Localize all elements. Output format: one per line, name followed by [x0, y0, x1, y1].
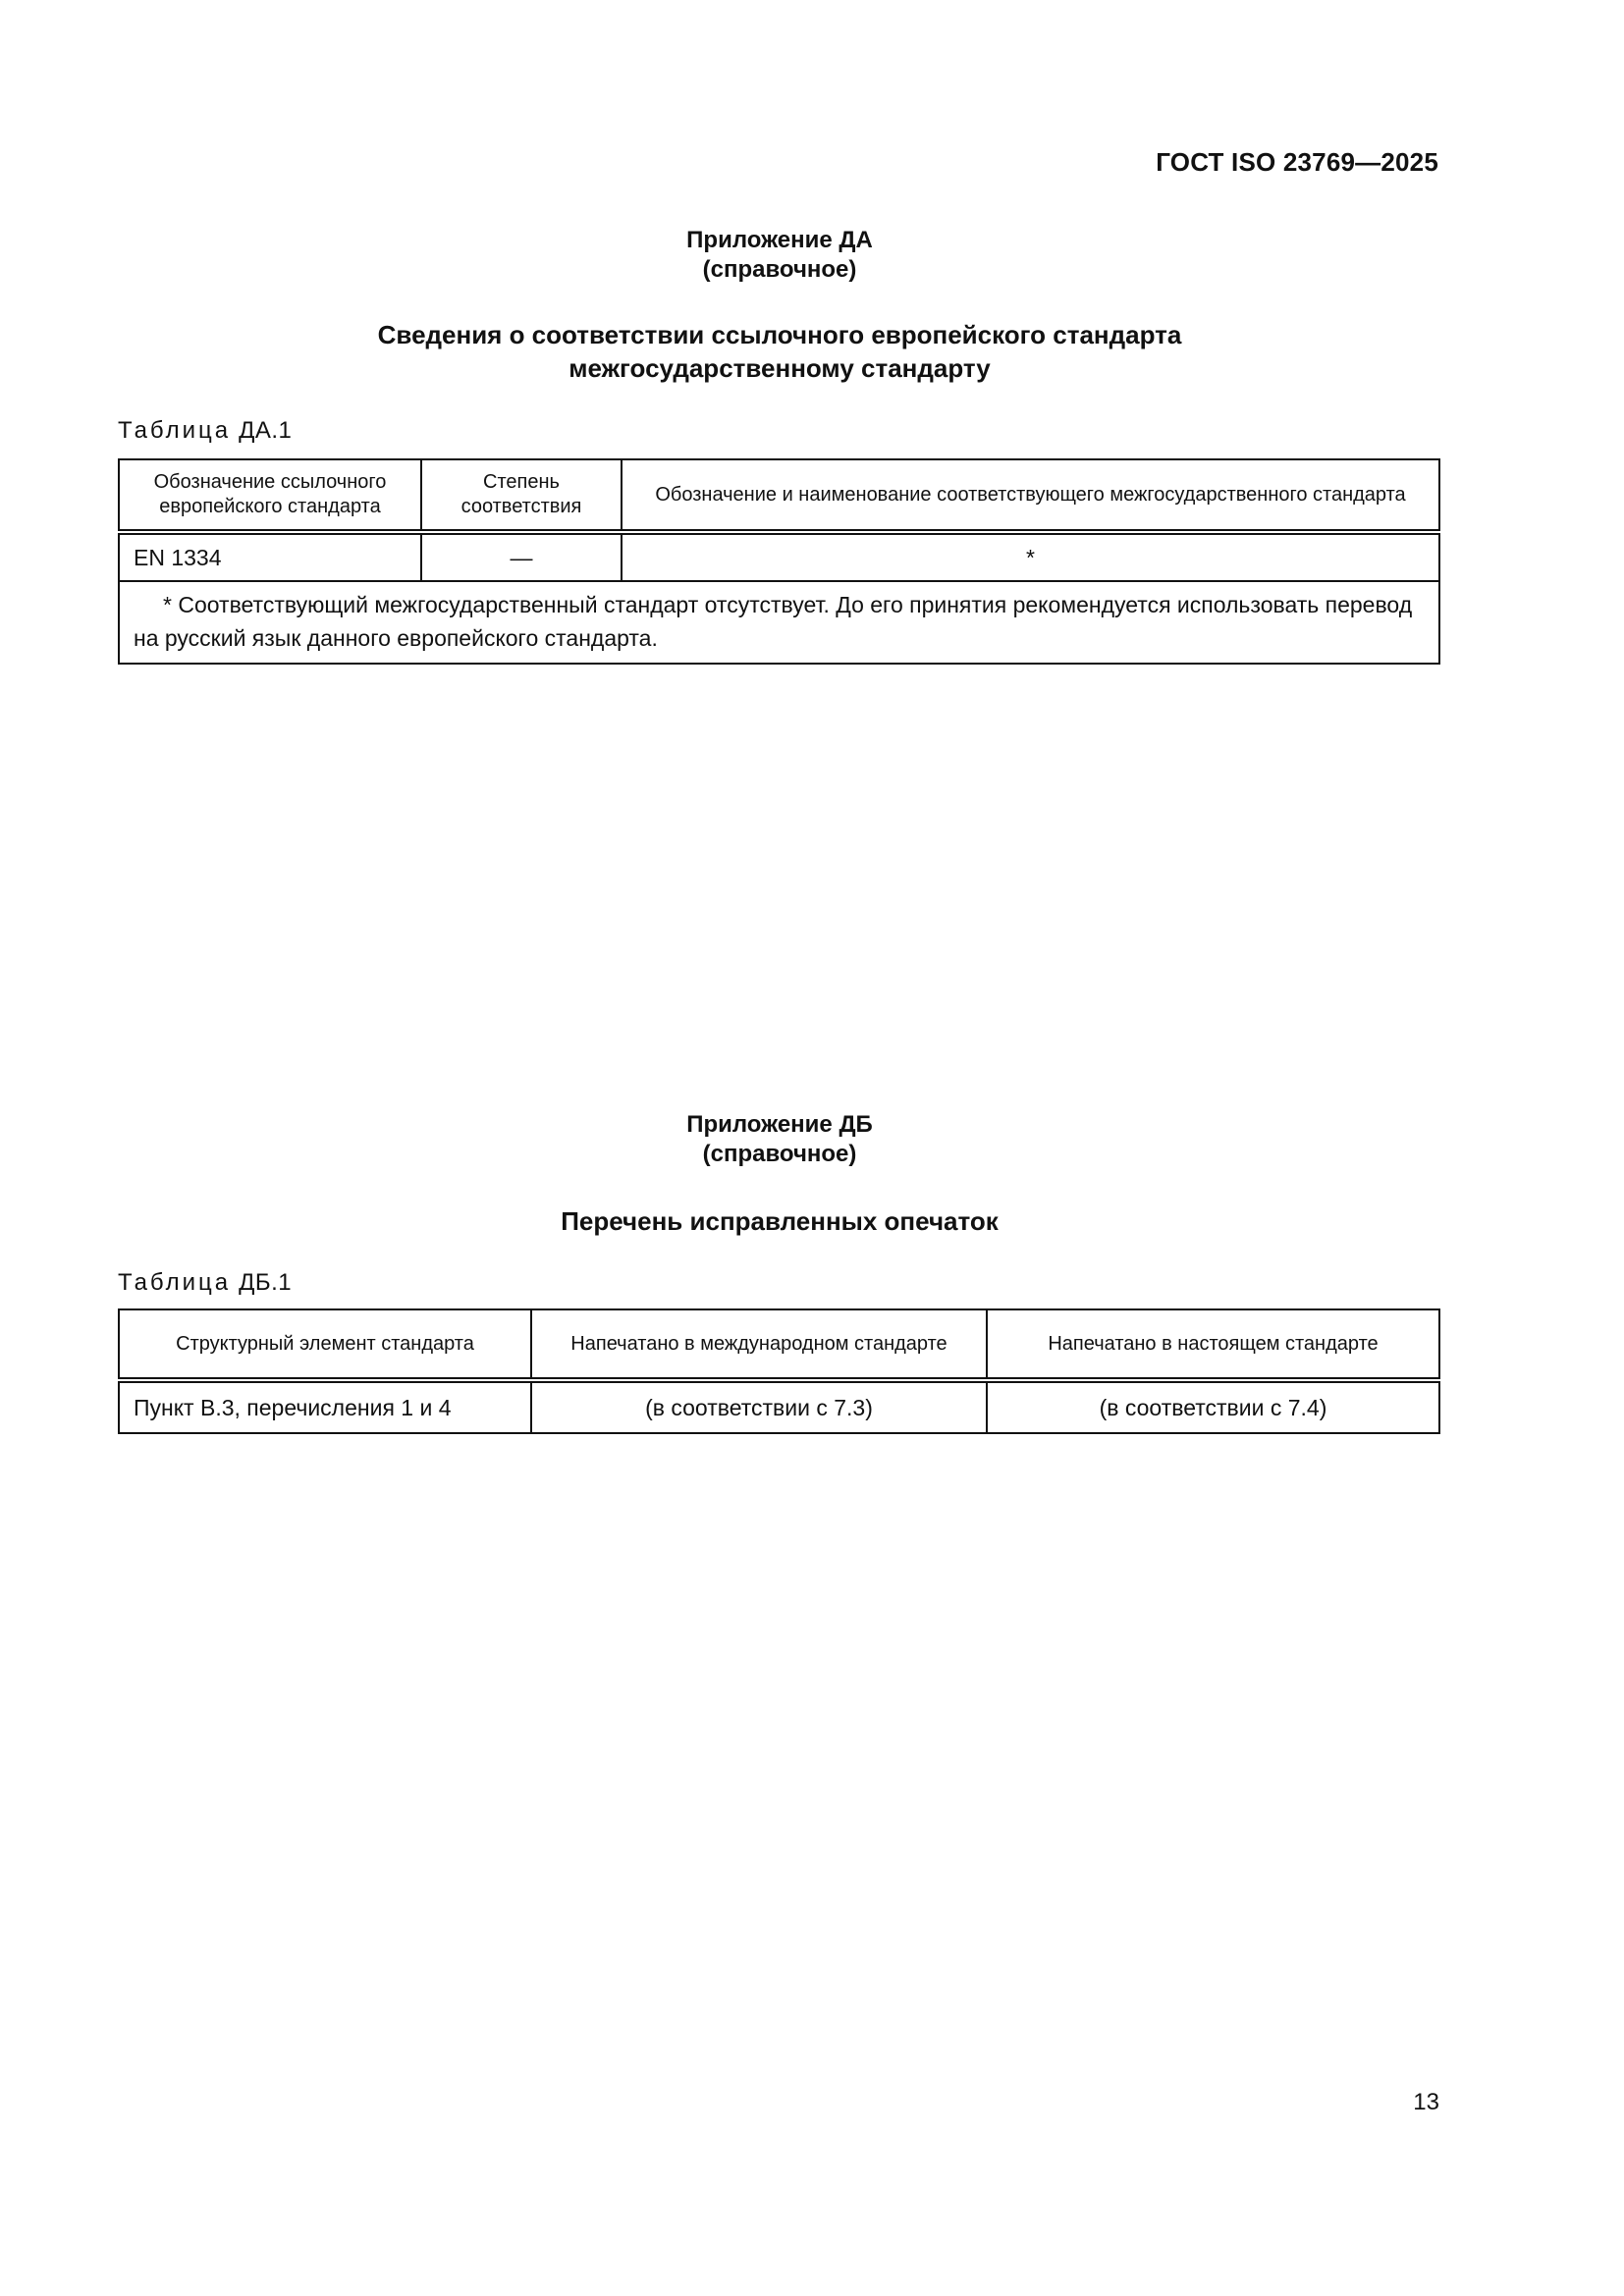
table-db1-header-cell: Напечатано в настоящем стандарте: [987, 1309, 1439, 1380]
appendix-db-header: [0, 1110, 1559, 1169]
appendix-da-header: [0, 226, 1559, 285]
table-da1-caption: [118, 417, 292, 445]
table-da1-header-cell: Обозначение ссылочного европейского стандарта: [119, 459, 421, 532]
table-da1-caption-number: ДА.1: [239, 417, 293, 444]
table-db1: [118, 1308, 1440, 1434]
table-db1-header-row: [119, 1309, 1439, 1380]
table-db1-cell: (в соответствии с 7.3): [531, 1380, 987, 1433]
appendix-da-title: Приложение ДА: [686, 227, 873, 253]
table-db1-header-cell: Структурный элемент стандарта: [119, 1309, 531, 1380]
table-db1-caption-number: ДБ.1: [239, 1269, 293, 1296]
table-row: [119, 532, 1439, 581]
table-da1-footnote-row: [119, 581, 1439, 664]
table-db1-caption-word: Таблица: [118, 1269, 232, 1296]
table-db1-cell: Пункт B.3, перечисления 1 и 4: [119, 1380, 531, 1433]
appendix-da-heading-line2: межгосударственному стандарту: [568, 353, 991, 383]
table-da1-footnote: * Соответствующий межгосударственный стандарт отсутствует. До его принятия рекомендуется использовать перевод на русский язык данного европейского стандарта.: [119, 581, 1439, 664]
table-da1: [118, 458, 1440, 665]
table-db1-cell: (в соответствии с 7.4): [987, 1380, 1439, 1433]
table-row: [119, 1380, 1439, 1433]
table-da1-cell: *: [622, 532, 1439, 581]
table-da1-header-cell: Обозначение и наименование соответствующего межгосударственного стандарта: [622, 459, 1439, 532]
appendix-da-subtitle: (справочное): [702, 256, 857, 283]
appendix-da-heading: [0, 318, 1559, 385]
table-da1-header-cell: Степень соответствия: [421, 459, 622, 532]
table-da1-header-row: [119, 459, 1439, 532]
table-db1-caption: [118, 1269, 292, 1297]
appendix-db-heading: [0, 1204, 1559, 1238]
appendix-db-heading-text: Перечень исправленных опечаток: [561, 1206, 999, 1236]
appendix-db-title: Приложение ДБ: [686, 1111, 873, 1138]
table-db1-header-cell: Напечатано в международном стандарте: [531, 1309, 987, 1380]
table-da1-cell: EN 1334: [119, 532, 421, 581]
page-number: 13: [1413, 2089, 1439, 2115]
document-code: ГОСТ ISO 23769—2025: [1156, 147, 1438, 177]
table-da1-caption-word: Таблица: [118, 417, 232, 444]
table-da1-cell: —: [421, 532, 622, 581]
appendix-db-subtitle: (справочное): [702, 1141, 857, 1167]
appendix-da-heading-line1: Сведения о соответствии ссылочного европейского стандарта: [377, 320, 1182, 349]
